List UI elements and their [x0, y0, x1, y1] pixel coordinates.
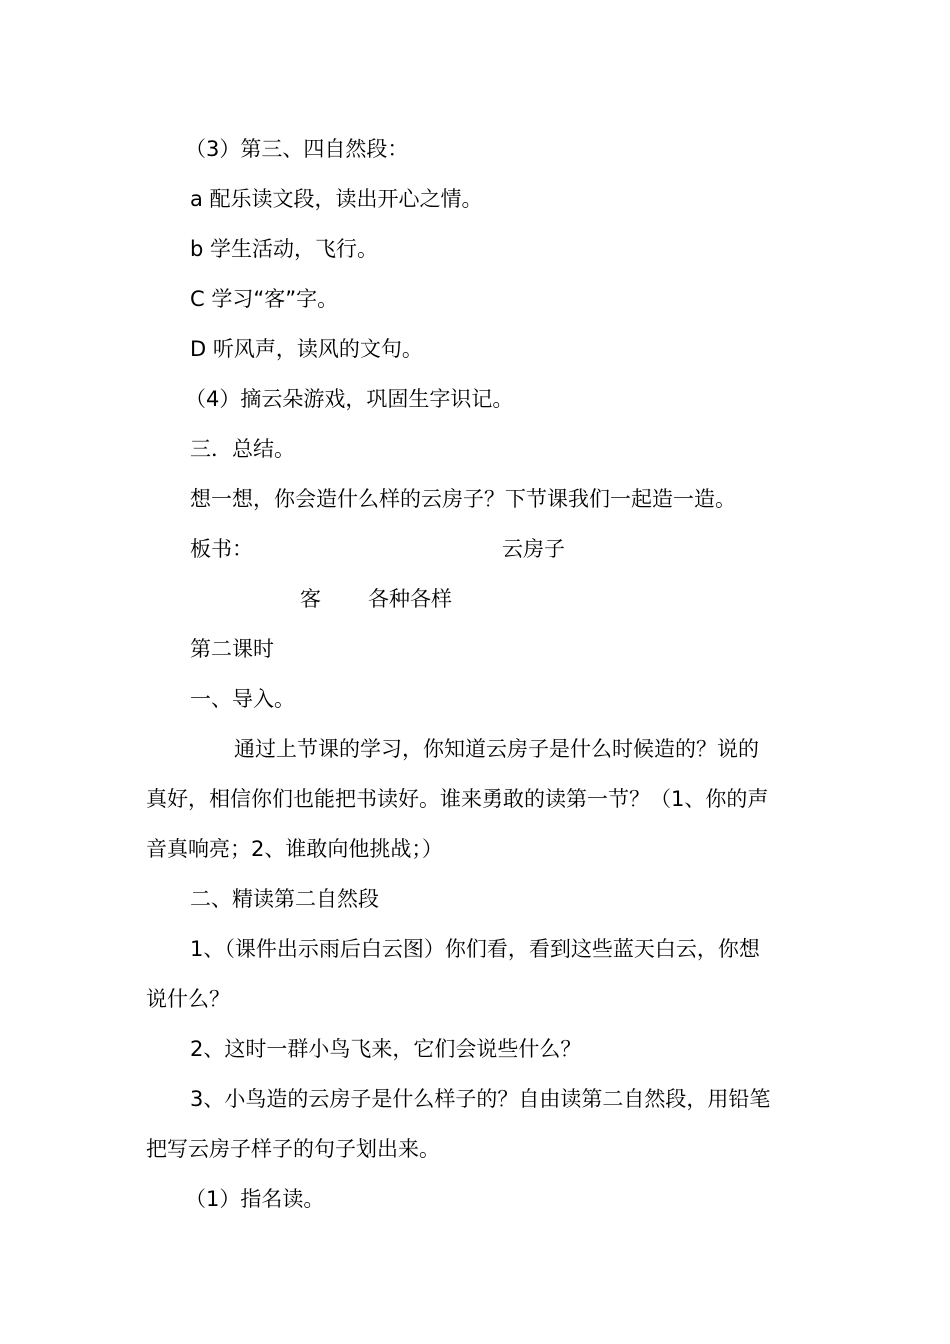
paragraph-line: 通过上节课的学习，你知道云房子是什么时候造的？说的	[234, 737, 759, 761]
board-label: 板书：	[190, 537, 253, 561]
section-heading: 二、精读第二自然段	[190, 887, 379, 911]
section-heading: 一、导入。	[190, 687, 295, 711]
paragraph-line: a 配乐读文段，读出开心之情。	[190, 187, 483, 211]
board-title: 云房子	[502, 537, 565, 561]
board-item: 客	[300, 587, 321, 611]
section-heading: 三．总结。	[190, 437, 295, 461]
paragraph-line: （4）摘云朵游戏，巩固生字识记。	[185, 387, 514, 411]
section-heading: 第二课时	[190, 637, 274, 661]
paragraph-line: 把写云房子样子的句子划出来。	[146, 1137, 440, 1161]
paragraph-line: C 学习“客”字。	[190, 287, 339, 311]
paragraph-line: 真好，相信你们也能把书读好。谁来勇敢的读第一节？（1、你的声	[146, 787, 769, 811]
paragraph-line: 说什么？	[146, 987, 230, 1011]
paragraph-line: 想一想，你会造什么样的云房子？下节课我们一起造一造。	[190, 487, 736, 511]
paragraph-line: （1）指名读。	[185, 1187, 325, 1211]
paragraph-line: D 听风声，读风的文句。	[190, 337, 423, 361]
paragraph-line: 1、（课件出示雨后白云图）你们看，看到这些蓝天白云，你想	[190, 937, 760, 961]
board-item: 各种各样	[368, 587, 452, 611]
paragraph-line: 3、小鸟造的云房子是什么样子的？自由读第二自然段，用铅笔	[190, 1087, 771, 1111]
paragraph-line: 音真响亮；2、谁敢向他挑战；）	[146, 837, 443, 861]
paragraph-line: （3）第三、四自然段：	[185, 137, 409, 161]
paragraph-line: b 学生活动，飞行。	[190, 237, 379, 261]
paragraph-line: 2、这时一群小鸟飞来，它们会说些什么？	[190, 1037, 582, 1061]
